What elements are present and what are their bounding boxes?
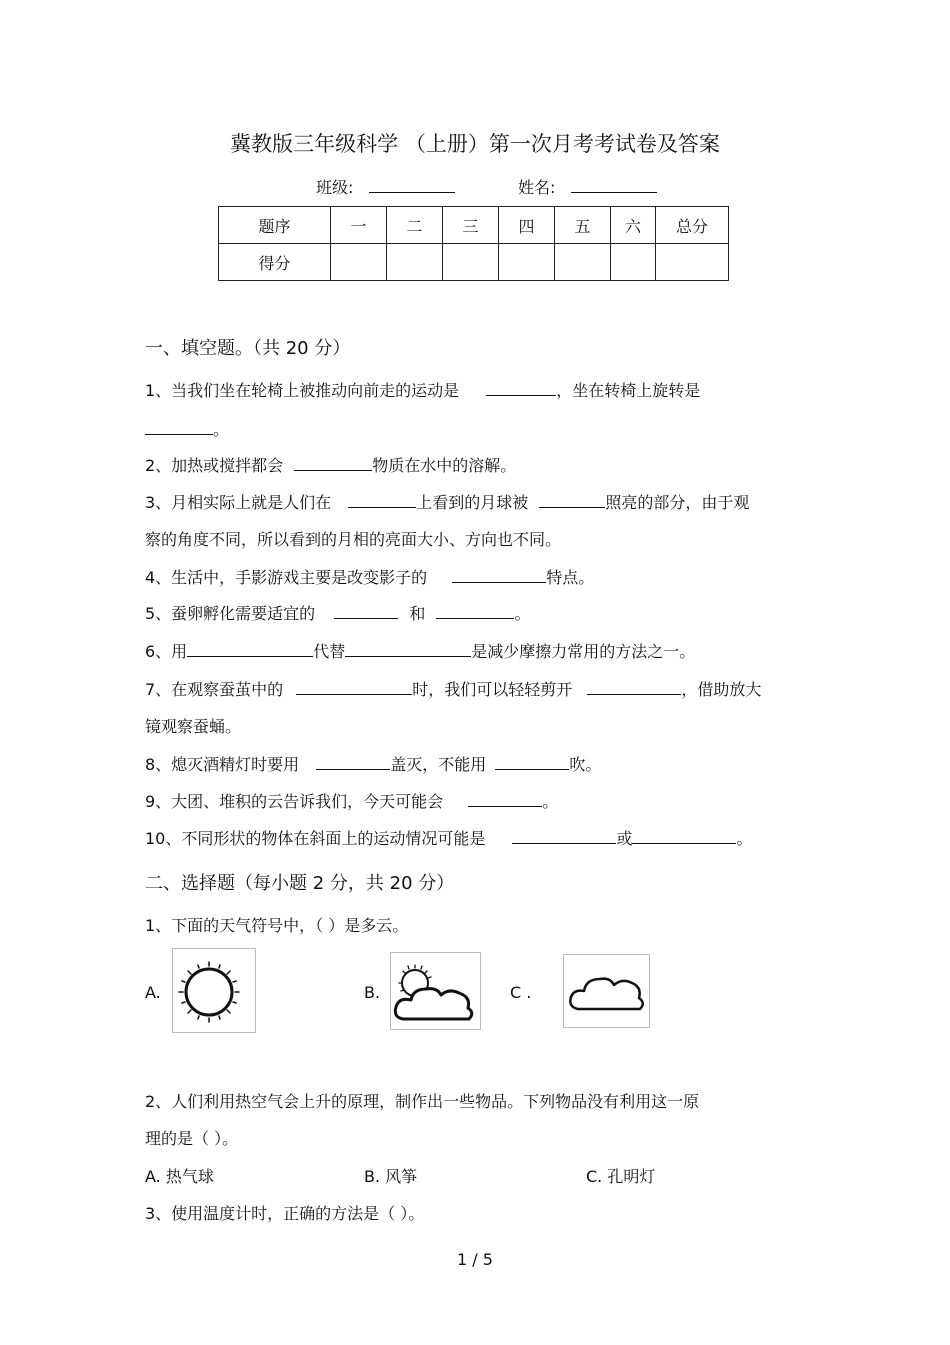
question-text: 3、月相实际上就是人们在 (145, 493, 332, 512)
answer-blank[interactable] (495, 755, 569, 770)
choice-question-1: 1、下面的天气符号中，（ ）是多云。 (145, 916, 409, 935)
answer-blank[interactable] (468, 792, 542, 807)
question-text: ，坐在转椅上旋转是 (556, 381, 701, 400)
score-cell[interactable] (656, 244, 729, 281)
question-6 (145, 639, 695, 662)
answer-blank[interactable] (539, 493, 605, 508)
question-text: 10、不同形状的物体在斜面上的运动情况可能是 (145, 829, 486, 848)
question-1-cont (145, 417, 229, 440)
class-blank[interactable] (369, 178, 455, 193)
question-9 (145, 789, 558, 812)
class-field (316, 175, 455, 198)
answer-blank[interactable] (486, 381, 556, 396)
answer-blank[interactable] (512, 829, 616, 844)
page-number: 1 / 5 (457, 1250, 493, 1269)
question-7-cont: 镜观察蚕蛹。 (145, 717, 242, 736)
option-c-label[interactable]: C . (510, 983, 532, 1002)
question-3-cont: 察的角度不同，所以看到的月相的亮面大小、方向也不同。 (145, 530, 562, 549)
question-2 (145, 453, 516, 476)
question-1 (145, 378, 700, 401)
question-text: 。 (514, 604, 531, 623)
table-cell: 得分 (219, 244, 331, 281)
question-8 (145, 752, 601, 775)
answer-blank[interactable] (632, 829, 736, 844)
score-cell[interactable] (331, 244, 387, 281)
question-text: 盖灭，不能用 (390, 755, 487, 774)
answer-blank[interactable] (587, 680, 681, 695)
question-10 (145, 826, 753, 849)
question-text: 2、加热或搅拌都会 (145, 456, 284, 475)
score-cell[interactable] (611, 244, 656, 281)
question-text: 6、用 (145, 642, 188, 661)
sun-icon[interactable] (172, 948, 256, 1033)
score-cell[interactable] (499, 244, 555, 281)
question-text: 或 (616, 829, 633, 848)
table-cell: 四 (499, 207, 555, 244)
table-cell: 一 (331, 207, 387, 244)
score-table-header-row (219, 207, 729, 244)
answer-blank[interactable] (296, 680, 412, 695)
table-cell: 三 (443, 207, 499, 244)
question-text: 物质在水中的溶解。 (372, 456, 517, 475)
answer-blank[interactable] (316, 755, 390, 770)
section1-heading: 一、填空题。（共 20 分） (145, 338, 351, 359)
question-text: 照亮的部分，由于观 (605, 493, 750, 512)
table-cell: 总分 (656, 207, 729, 244)
question-7 (145, 677, 761, 700)
answer-blank[interactable] (294, 456, 372, 471)
score-table-score-row (219, 244, 729, 281)
question-5 (145, 601, 531, 624)
question-text: 8、熄灭酒精灯时要用 (145, 755, 300, 774)
option-b-label[interactable]: B. (364, 983, 381, 1002)
answer-blank[interactable] (145, 420, 213, 435)
question-text: 。 (736, 829, 753, 848)
question-text: 7、在观察蚕茧中的 (145, 680, 284, 699)
name-field (518, 175, 657, 198)
question-text: 。 (213, 420, 230, 439)
question-text: 和 (409, 604, 426, 623)
section2-heading: 二、选择题（每小题 2 分，共 20 分） (145, 873, 455, 894)
question-text: 。 (542, 792, 559, 811)
question-4 (145, 565, 594, 588)
answer-blank[interactable] (345, 642, 471, 657)
sun-behind-cloud-icon[interactable] (390, 952, 481, 1030)
table-cell: 题序 (219, 207, 331, 244)
question-text: 时，我们可以轻轻剪开 (412, 680, 573, 699)
choice-question-3: 3、使用温度计时，正确的方法是（ ）。 (145, 1204, 425, 1223)
table-cell: 五 (555, 207, 611, 244)
name-blank[interactable] (571, 178, 657, 193)
answer-blank[interactable] (187, 642, 313, 657)
answer-blank[interactable] (452, 568, 546, 583)
question-text: ，借助放大 (681, 680, 762, 699)
question-text: 5、蚕卵孵化需要适宜的 (145, 604, 316, 623)
answer-blank[interactable] (348, 493, 416, 508)
option-a-label[interactable]: A. (145, 983, 161, 1002)
score-table (218, 206, 729, 281)
option-a[interactable]: A. 热气球 (145, 1167, 214, 1186)
question-text: 9、大团、堆积的云告诉我们，今天可能会 (145, 792, 444, 811)
page-title: 冀教版三年级科学 （上册）第一次月考考试卷及答案 (230, 132, 720, 156)
score-cell[interactable] (555, 244, 611, 281)
answer-blank[interactable] (334, 604, 398, 619)
question-text: 是减少摩擦力常用的方法之一。 (471, 642, 696, 661)
choice-question-2-cont: 理的是（ ）。 (145, 1129, 239, 1148)
table-cell: 六 (611, 207, 656, 244)
question-text: 1、当我们坐在轮椅上被推动向前走的运动是 (145, 381, 460, 400)
question-text: 上看到的月球被 (416, 493, 529, 512)
question-3 (145, 490, 749, 513)
score-cell[interactable] (443, 244, 499, 281)
question-text: 吹。 (569, 755, 602, 774)
cloud-icon[interactable] (563, 954, 650, 1028)
table-cell: 二 (387, 207, 443, 244)
question-text: 4、生活中，手影游戏主要是改变影子的 (145, 568, 428, 587)
question-text: 代替 (313, 642, 346, 661)
option-c[interactable]: C. 孔明灯 (586, 1167, 656, 1186)
answer-blank[interactable] (436, 604, 514, 619)
score-cell[interactable] (387, 244, 443, 281)
choice-question-2: 2、人们利用热空气会上升的原理，制作出一些物品。下列物品没有利用这一原 (145, 1092, 700, 1111)
option-b[interactable]: B. 风筝 (364, 1167, 418, 1186)
question-text: 特点。 (546, 568, 595, 587)
class-label: 班级: (316, 178, 354, 197)
name-label: 姓名: (518, 178, 556, 197)
